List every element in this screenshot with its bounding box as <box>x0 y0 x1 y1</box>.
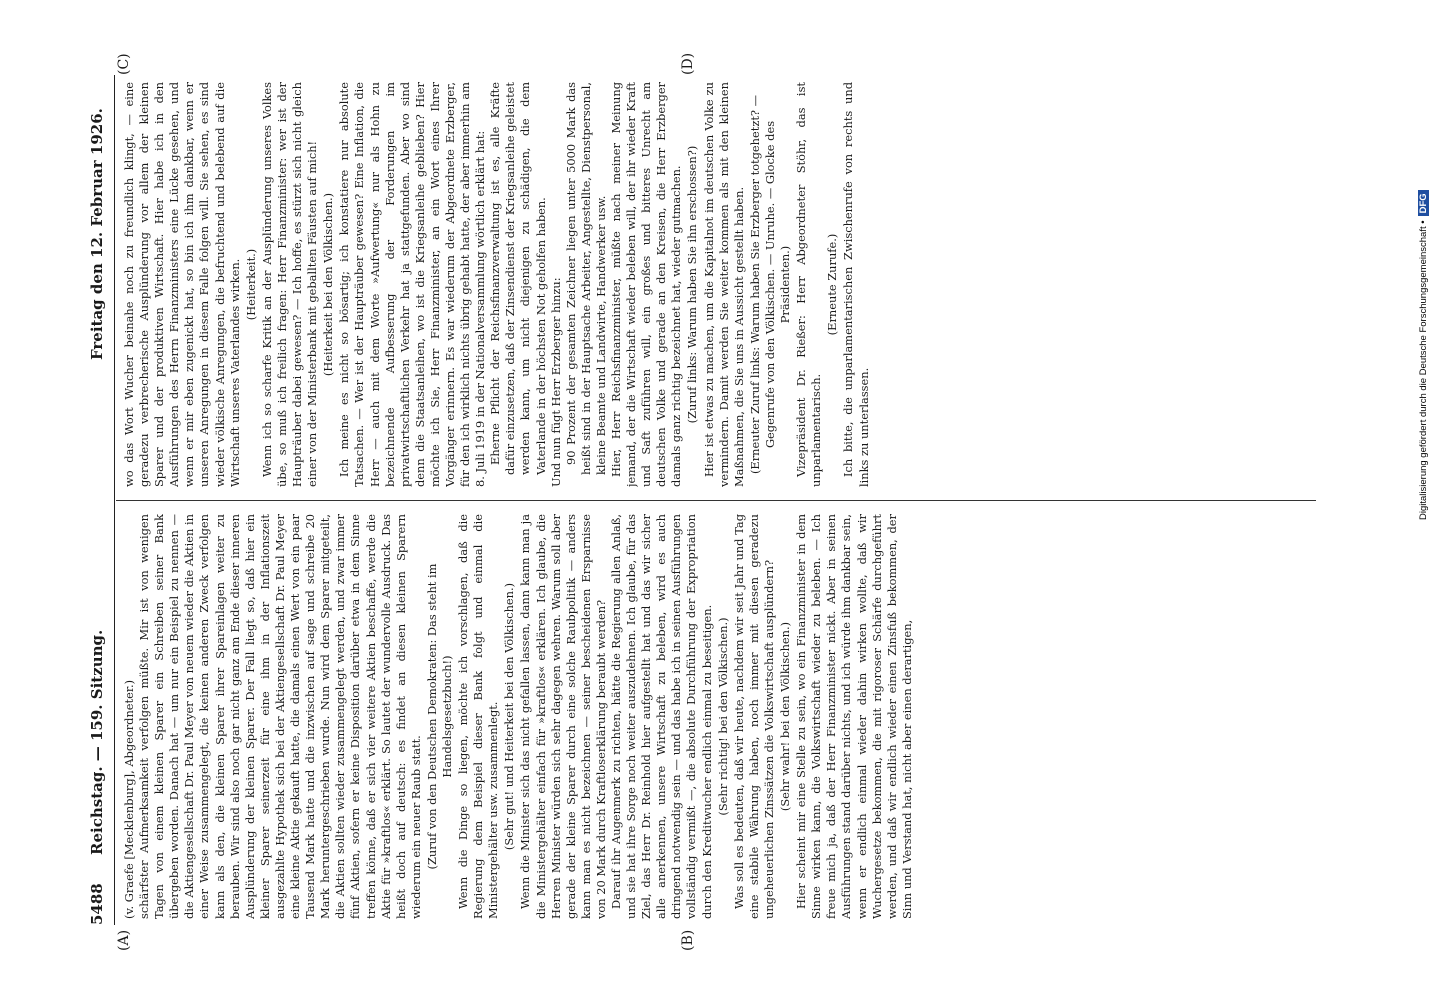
paragraph: Wenn die Dinge so liegen, möchte ich vorschlagen, daß die Regierung dem Beispiel dieser Bank folgt und einmal die Ministergehälter usw. zusammenlegt. <box>456 514 501 919</box>
interjection: (Sehr gut! und Heiterkeit bei den Völkischen.) <box>502 582 517 851</box>
paragraph: schärfster Aufmerksamkeit verfolgen müßte. Mir ist von wenigen Tagen von einem kleinen Sparer ein Schreiben seiner Bank übergeben worden. Danach hat — um nur ein Beispiel zu nennen — die Aktiengesellschaft Dr. Paul Meyer von neuem wieder die Aktien in einer Weise zusammengelegt, die keinen anderen Zweck verfolgen kann als den, die kleinen Sparer ihrer Spareinlagen weiter zu berauben. Wir sind also noch gar nicht ganz am Ende dieser inneren Ausplünderung der kleinen Sparer. Der Fall liegt so, daß hier ein kleiner Sparer seinerzeit für eine ihm in der Inflationszeit ausgezahlte Hypothek sich bei der Aktiengesellschaft Dr. Paul Meyer eine kleine Aktie gekauft hatte, die damals einen Wert von ein paar Tausend Mark hatte und die inzwischen auf sage und schreibe 20 Mark heruntergeschrieben wurde. Nun wird dem Sparer mitgeteilt, die Aktien sollten wieder zusammengelegt werden, und zwar immer fünf Aktien, sofern er keine Disposition darüber etwa in dem Sinne treffen könne, daß er sich vier weitere Aktien beschaffe, werde die Aktie für »kraftlos« erklärt. So lautet der wundervolle Ausdruck. Das heißt doch auf deutsch: es findet an diesen kleinen Sparern wiederum ein neuer Raub statt. <box>137 514 423 919</box>
interjection: (Sehr wahr! bei den Völkischen.) <box>778 621 793 812</box>
paragraph: Darauf ihr Augenmerk zu richten, hätte die Regierung allen Anlaß, und sie hat ihre Sorge noch weiter auszudehnen. Ich glaube, für das Ziel, das Herr Dr. Reinhold hier aufgestellt hat und das wir sicher alle anerkennen, unsere Wirtschaft zu beleben, wird es auch dringend notwendig sein — und das habe ich in seinen Ausführungen vollständig vermißt —, die absolute Durchführung der Expropriation durch den Kreditwucher endlich einmal zu beseitigen. <box>609 514 714 919</box>
paragraph: Wenn ich so scharfe Kritik an der Ausplünderung unseres Volkes übe, so muß ich freilich fragen: Herr Finanzminister: wer ist der Haupträuber dabei gewesen? — Ich hoffe, es stürzt sich nicht gleich einer von der Ministerbank mit geballten Fäusten auf mich! <box>259 82 320 487</box>
paragraph: Hier, Herr Reichsfinanzminister, müßte nach meiner Meinung jemand, der die Wirtschaft wieder beleben will, der ihr wieder Kraft und Saft zuführen will, ein großes und bitteres Unrecht am deutschen Volke und gerade an den Kreisen, die Herr Erzberger damals ganz richtig bezeichnet hat, wieder gutmachen. <box>609 82 684 487</box>
interjection: (Zuruf links: Warum haben Sie ihn erschossen?) <box>685 145 700 424</box>
header-rule <box>114 75 115 925</box>
paragraph: 90 Prozent der gesamten Zeichner liegen unter 5000 Mark das heißt sind in der Hauptsache Arbeiter, Angestellte, Dienstpersonal, kleine Beamte und Landwirte, Handwerker usw. <box>563 82 608 475</box>
interjection: (Erneute Zurufe.) <box>825 233 840 336</box>
paragraph: wo das Wort Wucher beinahe noch zu freundlich klingt, — eine geradezu verbrecherische Ausplünderung vor allem der kleinen Sparer und der produktiven Wirtschaft. Hier habe ich in den Ausführungen des Herrn Finanzministers eine Lücke gesehen, und wenn er mir eben zugenickt hat, so bin ich ihm dankbar, wenn er unseren Anregungen in diesem Falle folgen will. Sie sehen, es sind wieder völkische Anregungen, die befruchtend und belebend auf die Wirtschaft unseres Vaterlandes wirken. <box>122 82 242 487</box>
paragraph: Ich meine es nicht so bösartig; ich konstatiere nur absolute Tatsachen. — Wer ist der Haupträuber gewesen? Eine Inflation, die Herr — auch mit dem Worte »Aufwertung« nur als Hohn zu bezeichnende Aufbesserung der Forderungen im privatwirtschaftlichen Verkehr hat ja stattgefunden. Aber wo sind denn die Staatsanleihen, wo ist die Kriegsanleihe geblieben? Hier möchte ich Sie, Herr Finanzminister, an ein Wort eines Ihrer Vorgänger erinnern. Es war wiederum der Abgeordnete Erzberger, für den ich wirklich nichts übrig gehabt hatte, der aber immerhin am 8. Juli 1919 in der Nationalversammlung wörtlich erklärt hat: <box>337 82 488 487</box>
right-text-column <box>122 82 1318 487</box>
paragraph: Und nun fügt Herr Erzberger hinzu: <box>548 277 563 487</box>
session-date: Freitag den 12. Februar 1926. <box>88 108 106 360</box>
margin-mark-a: (A) <box>116 929 132 951</box>
paragraph: Was soll es bedeuten, daß wir heute, nachdem wir seit Jahr und Tag eine stabile Währung haben, noch immer mit diesen geradezu ungeheuerlichen Zinssätzen die Volkswirtschaft ausplündern? <box>731 514 776 919</box>
rotated-document-page <box>80 52 1325 951</box>
interjection: (Zuruf von den Deutschen Demokraten: Das steht im Handelsgesetzbuch!) <box>424 563 454 870</box>
paragraph: Ich bitte, die unparlamentarischen Zwischenrufe von rechts und links zu unterlassen. <box>841 82 871 487</box>
margin-mark-d: (D) <box>680 52 696 75</box>
paragraph: Hier ist etwas zu machen, um die Kapitalnot im deutschen Volke zu vermindern. Damit werden Sie weiter kommen als mit den kleinen Maßnahmen, die Sie uns in Aussicht gestellt haben. <box>701 82 746 487</box>
dfg-credit-text: Digitalisierung gefördert durch die Deutsche Forschungsgemeinschaft • <box>1418 220 1429 520</box>
dfg-credit <box>1418 50 1432 520</box>
left-text-column <box>122 514 1318 919</box>
page-number: 5488 <box>88 883 106 925</box>
interjection: (Erneuter Zuruf links: Warum haben Sie Erzberger totgehetzt? — Gegenrufe von den Völkischen. — Unruhe. — Glocke des Präsidenten.) <box>747 94 793 475</box>
interjection: (Heiterkeit bei den Völkischen.) <box>321 192 336 377</box>
margin-mark-c: (C) <box>116 53 132 75</box>
dfg-logo: DFG <box>1418 190 1429 216</box>
paragraph: Eherne Pflicht der Reichsfinanzverwaltung ist es, alle Kräfte dafür einzusetzen, daß der Zinsendienst der Kriegsanleihe geleistet werden kann, um nicht diejenigen zu schädigen, die dem Vaterlande in der höchsten Not geholfen haben. <box>488 82 548 475</box>
interjection: (Sehr richtig! bei den Völkischen.) <box>715 617 730 816</box>
interjection: (Heiterkeit.) <box>243 248 258 321</box>
paragraph: Vizepräsident Dr. Rießer: Herr Abgeordneter Stöhr, das ist unparlamentarisch. <box>794 82 824 487</box>
paragraph: (v. Graefe [Mecklenburg], Abgeordneter.) <box>122 679 136 919</box>
page-header <box>88 75 112 925</box>
column-divider <box>116 500 1316 501</box>
paragraph: Hier scheint mir eine Stelle zu sein, wo ein Finanzminister in dem Sinne wirken kann, die Volkswirtschaft wieder zu beleben. — Ich freue mich ja, daß der Herr Finanzminister nickt. Aber in seinen Ausführungen stand darüber nichts, und ich würde ihm dankbar sein, wenn er endlich einmal wieder dahin wirken wollte, daß wir Wuchergesetze bekommen, die mit rigoroser Schärfe durchgeführt werden, und daß wir endlich wieder einen Zinsfuß bekommen, der Sinn und Verstand hat, nicht aber einen derartigen, <box>794 514 914 919</box>
margin-mark-b: (B) <box>680 929 696 951</box>
session-title: Reichstag. — 159. Sitzung. <box>88 629 106 855</box>
paragraph: Wenn die Minister sich das nicht gefallen lassen, dann kann man ja die Ministergehälter einfach für »kraftlos« erklären. Ich glaube, die Herren Minister würden sich sehr dagegen wehren. Warum soll aber gerade der kleine Sparer durch eine solche Raubpolitik — anders kann man es nicht bezeichnen — seiner bescheidenen Ersparnisse von 20 Mark durch Kraftloserklärung beraubt werden? <box>518 514 608 919</box>
